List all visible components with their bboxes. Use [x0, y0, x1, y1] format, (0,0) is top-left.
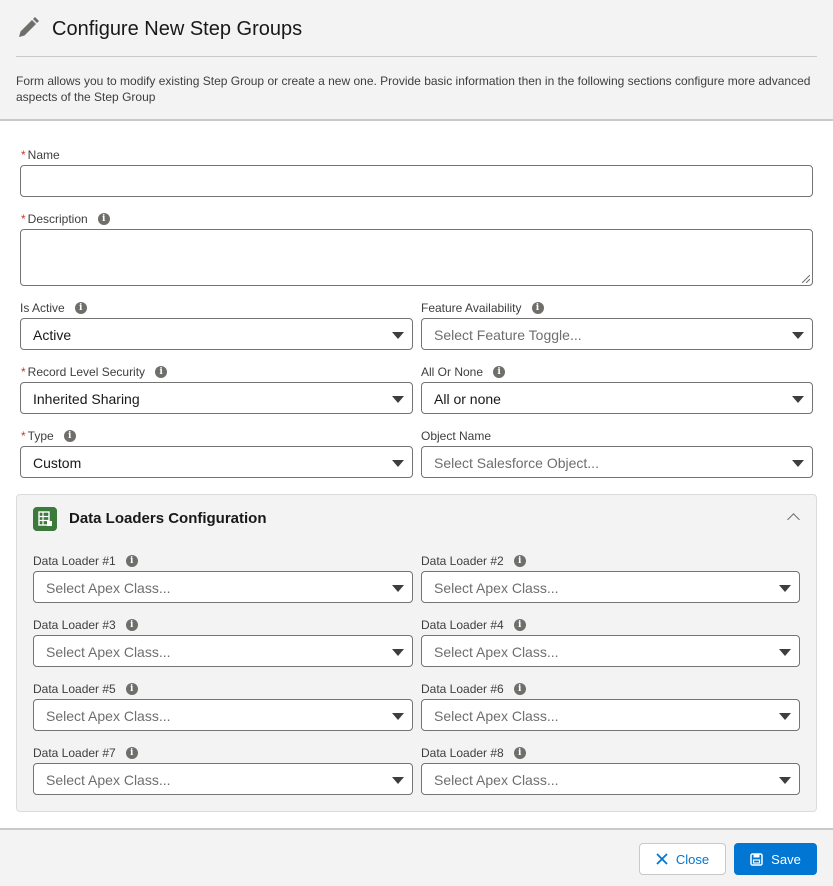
spreadsheet-icon [33, 507, 57, 531]
data-loader-4-select[interactable] [421, 635, 800, 667]
header-divider [16, 56, 817, 57]
record-level-security-select[interactable] [20, 382, 413, 414]
data-loader-1-select[interactable] [33, 571, 413, 603]
data-loader-1-label-text: Data Loader #1 [33, 554, 116, 568]
data-loader-5-label-text: Data Loader #5 [33, 682, 116, 696]
is-active-label-text: Is Active [20, 301, 65, 315]
modal-footer [0, 828, 833, 886]
info-icon[interactable]: i [126, 619, 138, 631]
all-or-none-value: All or none [434, 391, 501, 407]
data-loader-6-placeholder: Select Apex Class... [434, 708, 559, 724]
data-loader-1-placeholder: Select Apex Class... [46, 580, 171, 596]
data-loader-3-placeholder: Select Apex Class... [46, 644, 171, 660]
data-loader-3-select[interactable] [33, 635, 413, 667]
data-loader-4-label-text: Data Loader #4 [421, 618, 504, 632]
close-icon [656, 853, 668, 865]
feature-availability-label [421, 301, 544, 315]
section-title: Data Loaders Configuration [69, 510, 267, 527]
data-loader-3-label-text: Data Loader #3 [33, 618, 116, 632]
data-loader-7-label-text: Data Loader #7 [33, 746, 116, 760]
info-icon[interactable]: i [514, 555, 526, 567]
caret-down-icon [392, 585, 404, 592]
description-label-text: Description [27, 212, 88, 226]
info-icon[interactable]: i [64, 430, 76, 442]
chevron-up-icon[interactable] [787, 513, 800, 526]
data-loader-8-label-text: Data Loader #8 [421, 746, 504, 760]
feature-availability-select[interactable] [421, 318, 813, 350]
save-icon [750, 853, 763, 866]
caret-down-icon [792, 396, 804, 403]
data-loader-2-label-text: Data Loader #2 [421, 554, 504, 568]
data-loader-7-select[interactable] [33, 763, 413, 795]
data-loader-8-placeholder: Select Apex Class... [434, 772, 559, 788]
record-level-security-value: Inherited Sharing [33, 391, 140, 407]
info-icon[interactable]: i [514, 683, 526, 695]
data-loader-2-label [421, 554, 526, 568]
type-value: Custom [33, 455, 82, 471]
object-name-label [421, 429, 491, 443]
data-loader-2-select[interactable] [421, 571, 800, 603]
caret-down-icon [392, 396, 404, 403]
caret-down-icon [392, 777, 404, 784]
info-icon[interactable]: i [75, 302, 87, 314]
caret-down-icon [779, 649, 791, 656]
data-loader-8-label [421, 746, 526, 760]
info-icon[interactable]: i [126, 683, 138, 695]
required-marker: * [21, 365, 26, 379]
feature-availability-label-text: Feature Availability [421, 301, 522, 315]
caret-down-icon [392, 649, 404, 656]
info-icon[interactable]: i [493, 366, 505, 378]
pencil-icon [16, 16, 40, 40]
info-icon[interactable]: i [155, 366, 167, 378]
data-loader-7-placeholder: Select Apex Class... [46, 772, 171, 788]
all-or-none-label [421, 365, 505, 379]
name-label [21, 148, 60, 162]
close-button[interactable] [639, 843, 726, 875]
data-loader-5-label [33, 682, 138, 696]
required-marker: * [21, 148, 26, 162]
is-active-select[interactable] [20, 318, 413, 350]
caret-down-icon [779, 713, 791, 720]
feature-availability-placeholder: Select Feature Toggle... [434, 327, 582, 343]
data-loader-5-select[interactable] [33, 699, 413, 731]
name-label-text: Name [27, 148, 60, 162]
record-level-security-label-text: Record Level Security [27, 365, 146, 379]
data-loader-1-label [33, 554, 138, 568]
all-or-none-label-text: All Or None [421, 365, 484, 379]
info-icon[interactable]: i [532, 302, 544, 314]
is-active-value: Active [33, 327, 72, 343]
caret-down-icon [392, 713, 404, 720]
object-name-select[interactable] [421, 446, 813, 478]
caret-down-icon [779, 585, 791, 592]
data-loader-2-placeholder: Select Apex Class... [434, 580, 559, 596]
description-label [21, 212, 110, 226]
info-icon[interactable]: i [126, 747, 138, 759]
required-marker: * [21, 212, 26, 226]
caret-down-icon [779, 777, 791, 784]
info-icon[interactable]: i [126, 555, 138, 567]
type-label [21, 429, 76, 443]
save-button-label: Save [771, 851, 801, 867]
save-button[interactable] [734, 843, 817, 875]
data-loader-6-label [421, 682, 526, 696]
caret-down-icon [392, 460, 404, 467]
caret-down-icon [792, 460, 804, 467]
object-name-placeholder: Select Salesforce Object... [434, 455, 599, 471]
data-loader-4-label [421, 618, 526, 632]
data-loader-7-label [33, 746, 138, 760]
header-description: Form allows you to modify existing Step Group or create a new one. Provide basic information then in the following sections configure more advanced aspects of the Step Group [16, 74, 811, 104]
info-icon[interactable]: i [514, 747, 526, 759]
caret-down-icon [392, 332, 404, 339]
description-textarea[interactable] [20, 229, 813, 286]
data-loader-3-label [33, 618, 138, 632]
page-title: Configure New Step Groups [52, 18, 303, 40]
info-icon[interactable]: i [98, 213, 110, 225]
is-active-label [20, 301, 87, 315]
record-level-security-label [21, 365, 167, 379]
data-loader-5-placeholder: Select Apex Class... [46, 708, 171, 724]
object-name-label-text: Object Name [421, 429, 492, 443]
all-or-none-select[interactable] [421, 382, 813, 414]
type-select[interactable] [20, 446, 413, 478]
data-loader-6-label-text: Data Loader #6 [421, 682, 504, 696]
data-loader-8-select[interactable] [421, 763, 800, 795]
resize-grip-icon[interactable] [802, 275, 810, 283]
info-icon[interactable]: i [514, 619, 526, 631]
required-marker: * [21, 429, 26, 443]
modal-header [0, 0, 833, 121]
type-label-text: Type [27, 429, 54, 443]
data-loader-6-select[interactable] [421, 699, 800, 731]
caret-down-icon [792, 332, 804, 339]
data-loader-4-placeholder: Select Apex Class... [434, 644, 559, 660]
close-button-label: Close [675, 851, 710, 867]
name-input[interactable] [20, 165, 813, 197]
